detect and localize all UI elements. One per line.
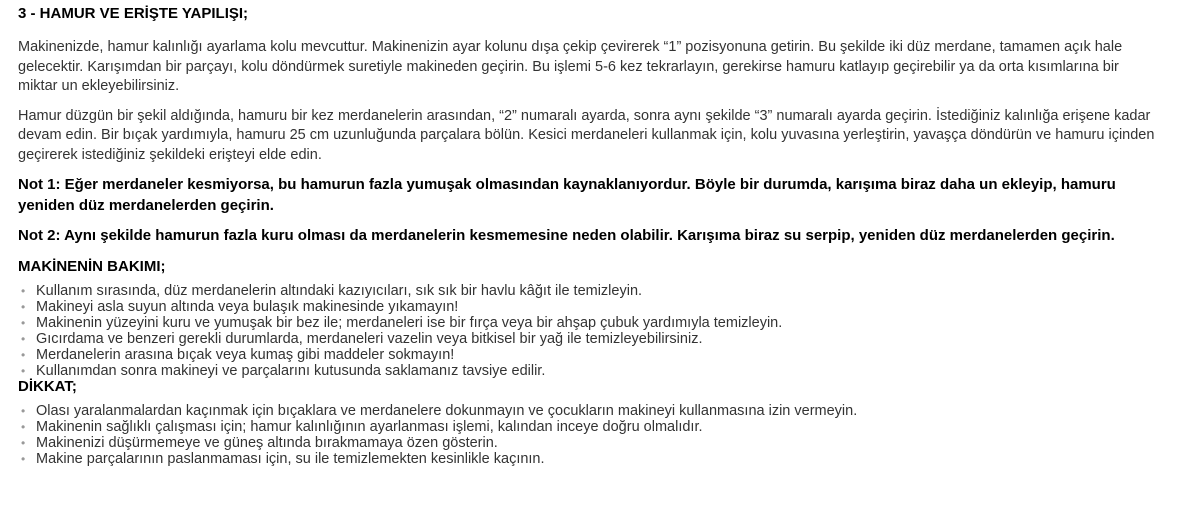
list-item [18, 347, 1162, 363]
note-2: Not 2: Aynı şekilde hamurun fazla kuru olması da merdanelerin kesmemesine neden olabilir. Karışıma biraz su serpip, yeniden düz merdanelerden geçirin. [18, 227, 1115, 244]
bullet-icon: • [21, 299, 26, 314]
list-item [18, 419, 1162, 435]
list-item [18, 435, 1162, 451]
note-1: Not 1: Eğer merdaneler kesmiyorsa, bu hamurun fazla yumuşak olmasından kaynaklanıyordur. Böyle bir durumda, karışıma biraz daha un ekleyip, hamuru yeniden düz merdanelerden geçirin. [18, 176, 1116, 214]
bullet-icon: • [21, 283, 26, 298]
list-item-text: Olası yaralanmalardan kaçınmak için bıçaklara ve merdanelere dokunmayın ve çocukların makineyi kullanmasına izin vermeyin. [36, 402, 858, 419]
maintenance-title: MAKİNENİN BAKIMI; [18, 257, 166, 275]
maintenance-list [18, 283, 1162, 379]
list-item-text: Makinenin yüzeyini kuru ve yumuşak bir bez ile; merdaneleri ise bir fırça veya bir ahşap çubuk yardımıyla temizleyin. [36, 314, 783, 331]
list-item-text: Merdanelerin arasına bıçak veya kumaş gibi maddeler sokmayın! [36, 346, 455, 363]
list-item-text: Kullanım sırasında, düz merdanelerin altındaki kazıyıcıları, sık sık bir havlu kâğıt ile temizleyin. [36, 282, 643, 299]
instruction-paragraph: Makinenizde, hamur kalınlığı ayarlama kolu mevcuttur. Makinenizin ayar kolunu dışa çekip çevirerek “1” pozisyonuna getirin. Bu şekilde iki düz merdane, tamamen açık hale gelecektir. Karışımdan bir parçayı, kolu döndürmek suretiyle makineden geçirin. Bu işlemi 5-6 kez tekrarlayın, gerekirse hamuru katlayıp geçirebilir ya da orta kısımlarına bir miktar un ekleyebilirsiniz. [18, 39, 1123, 94]
list-item [18, 283, 1162, 299]
list-item [18, 403, 1162, 419]
bullet-icon: • [21, 419, 26, 434]
warning-list [18, 403, 1162, 467]
list-item-text: Makineyi asla suyun altında veya bulaşık makinesinde yıkamayın! [36, 298, 459, 315]
bullet-icon: • [21, 435, 26, 450]
bullet-icon: • [21, 315, 26, 330]
bullet-icon: • [21, 363, 26, 378]
list-item-text: Kullanımdan sonra makineyi ve parçalarını kutusunda saklamanız tavsiye edilir. [36, 362, 546, 379]
bullet-icon: • [21, 451, 26, 466]
list-item-text: Makinenin sağlıklı çalışması için; hamur kalınlığının ayarlanması işlemi, kalından inceye doğru olmalıdır. [36, 418, 703, 435]
list-item-text: Gıcırdama ve benzeri gerekli durumlarda, merdaneleri vazelin veya bitkisel bir yağ ile temizleyebilirsiniz. [36, 330, 703, 347]
section-title: 3 - HAMUR VE ERİŞTE YAPILIŞI; [18, 5, 249, 22]
instruction-paragraph: Hamur düzgün bir şekil aldığında, hamuru bir kez merdanelerin arasından, “2” numaralı ayarda, sonra aynı şekilde “3” numaralı ayarda geçirin. İstediğiniz kalınlığa erişene kadar devam edin. Bir bıçak yardımıyla, hamuru 25 cm uzunluğunda parçalara bölün. Kesici merdaneleri kullanmak için, kolu yuvasına yerleştirin, yavaşça döndürün ve hamuru içinden geçirerek istediğiniz şekildeki erişteyi elde edin. [18, 107, 1155, 163]
bullet-icon: • [21, 331, 26, 346]
list-item [18, 363, 1162, 379]
list-item [18, 331, 1162, 347]
list-item [18, 299, 1162, 315]
bullet-icon: • [21, 347, 26, 362]
list-item-text: Makinenizi düşürmemeye ve güneş altında bırakmamaya özen gösterin. [36, 434, 498, 451]
warning-title: DİKKAT; [18, 377, 77, 395]
list-item-text: Makine parçalarının paslanmaması için, su ile temizlemekten kesinlikle kaçının. [36, 450, 545, 467]
list-item [18, 451, 1162, 467]
bullet-icon: • [21, 403, 26, 418]
list-item [18, 315, 1162, 331]
